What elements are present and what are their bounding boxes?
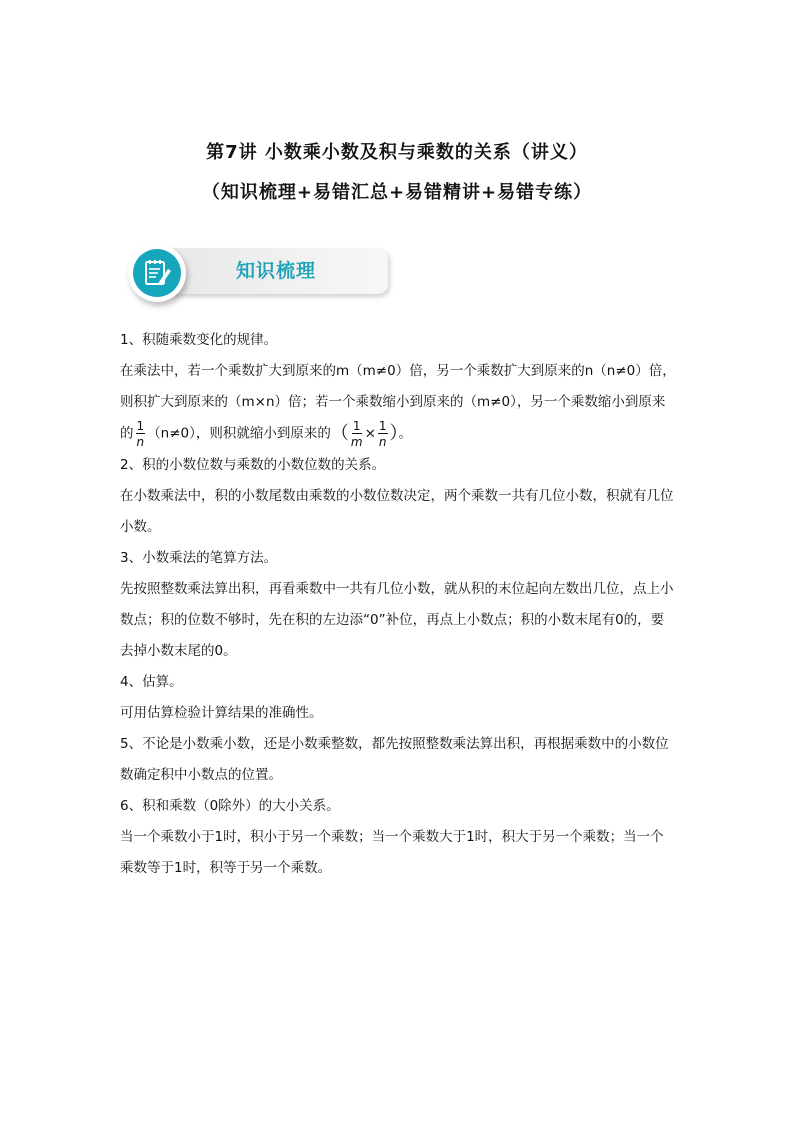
point-1-text-a: 在乘法中，若一个乘数扩大到原来的m（m≠0）倍，另一个乘数扩大到原来的n（n≠0）倍，则积扩大到原来的（m×n）倍；若一个乘数缩小到原来的（m≠0），另一个乘数缩小到原来的 xyxy=(120,363,676,442)
point-3-text: 先按照整数乘法算出积，再看乘数中一共有几位小数，就从积的末位起向左数出几位，点上小数点；积的位数不够时，先在积的左边添“0”补位，再点上小数点；积的小数末尾有0的，要去掉小数末尾的0。 xyxy=(120,580,674,659)
point-4-heading: 4、估算。 xyxy=(120,673,183,690)
point-3-heading: 3、小数乘法的笔算方法。 xyxy=(120,549,278,566)
lecture-title: 第7讲 小数乘小数及积与乘数的关系（讲义） xyxy=(206,142,588,163)
point-1-heading: 1、积随乘数变化的规律。 xyxy=(120,332,278,348)
point-2-text: 在小数乘法中，积的小数尾数由乘数的小数位数决定，两个乘数一共有几位小数，积就有几位小数。 xyxy=(120,487,674,535)
point-6-heading: 6、积和乘数（0除外）的大小关系。 xyxy=(120,797,340,814)
point-1-text: 在乘法中，若一个乘数扩大到原来的m（m≠0）倍，另一个乘数扩大到原来的n（n≠0）倍，则积扩大到原来的（m×n）倍；若一个乘数缩小到原来的（m≠0），另一个乘数缩小到原来的 $\frac{1}{n}$ （n≠0），则积就缩小到原来的（ $\frac{1}{m}$ × $\frac{1}{n}$ ）。 xyxy=(120,363,676,449)
knowledge-content xyxy=(120,325,676,884)
fraction-1-over-m: $\frac{1}{m}$ xyxy=(350,418,363,449)
point-4-text: 可用估算检验计算结果的准确性。 xyxy=(120,704,323,721)
section-icon-badge xyxy=(128,244,186,302)
times-sign: × xyxy=(364,425,376,442)
fraction-1-over-n: $\frac{1}{n}$ xyxy=(136,418,145,449)
section-title: 知识梳理 xyxy=(236,260,317,282)
section-banner xyxy=(118,244,390,300)
lecture-subtitle: （知识梳理+易错汇总+易错精讲+易错专练） xyxy=(201,182,593,203)
notepad-pencil-icon xyxy=(133,249,181,297)
fraction-1-over-n-2: $\frac{1}{n}$ xyxy=(378,418,387,449)
point-5-text: 5、不论是小数乘小数，还是小数乘整数，都先按照整数乘法算出积，再根据乘数中的小数位数确定积中小数点的位置。 xyxy=(120,735,669,783)
point-6-text: 当一个乘数小于1时，积小于另一个乘数；当一个乘数大于1时，积大于另一个乘数；当一个乘数等于1时，积等于另一个乘数。 xyxy=(120,828,664,876)
point-2-heading: 2、积的小数位数与乘数的小数位数的关系。 xyxy=(120,456,386,473)
point-1-text-b: （n≠0），则积就缩小到原来的 xyxy=(147,425,331,442)
